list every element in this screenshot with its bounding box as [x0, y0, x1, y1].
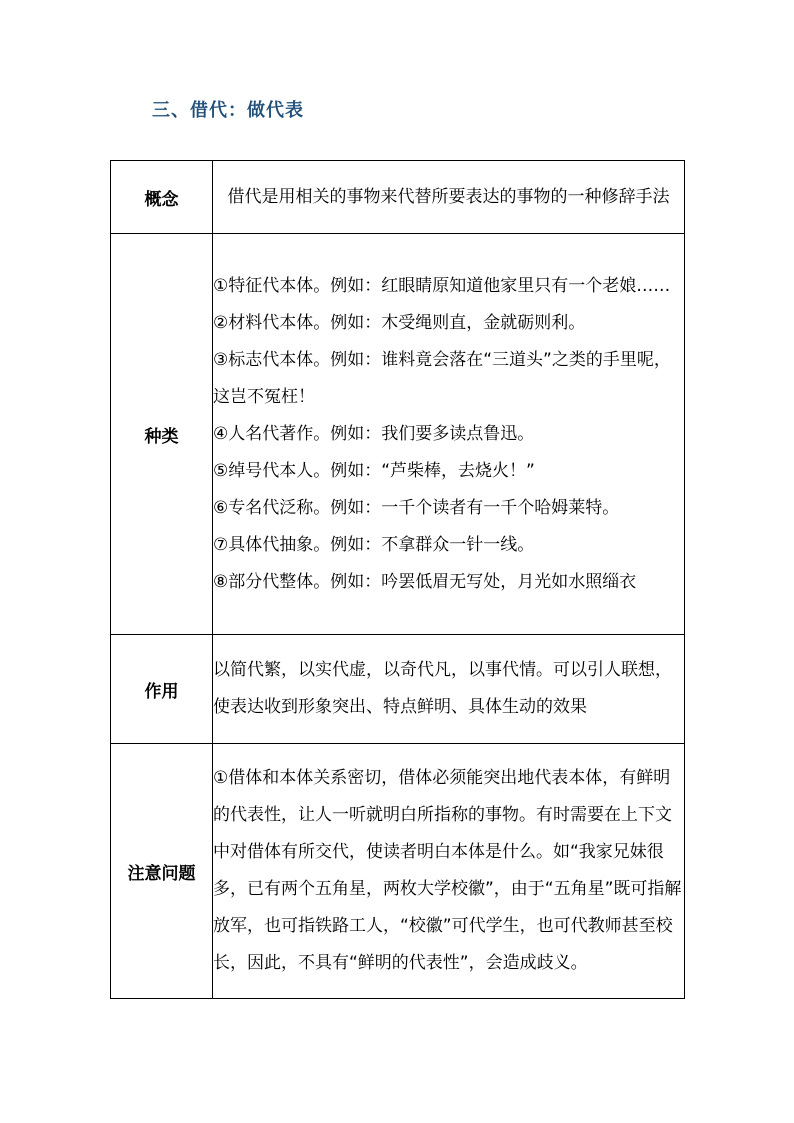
type-item: ④人名代著作。例如：我们要多读点鲁迅。 — [213, 423, 535, 444]
row-label-types: 种类 — [111, 234, 213, 635]
table-row-function — [111, 635, 685, 744]
type-item: ①特征代本体。例如：红眼睛原知道他家里只有一个老娘…… — [213, 275, 671, 296]
notes-text: ①借体和本体关系密切，借体必须能突出地代表本体，有鲜明的代表性，让人一听就明白所指称的事物。有时需要在上下文中对借体有所交代，使读者明白本体是什么。如“我家兄妹很多，已有两个五角星，两枚大学校徽”，由于“五角星”既可指解放军，也可指铁路工人，“校徽”可代学生，也可代教师甚至校长，因此，不具有“鲜明的代表性”，会造成歧义。 — [213, 744, 685, 999]
table-row-notes — [111, 744, 685, 999]
type-item: ⑤绰号代本人。例如：“芦柴棒，去烧火！” — [213, 460, 535, 481]
row-label-notes: 注意问题 — [111, 744, 213, 999]
type-item: ⑦具体代抽象。例如：不拿群众一针一线。 — [213, 534, 535, 555]
type-item: ⑧部分代整体。例如：吟罢低眉无写处，月光如水照缁衣 — [213, 571, 637, 592]
types-list — [213, 234, 685, 635]
rhetoric-table — [110, 160, 685, 999]
table-row-types — [111, 234, 685, 635]
type-item: ③标志代本体。例如：谁料竟会落在“三道头”之类的手里呢，这岂不冤枉！ — [213, 349, 671, 407]
row-label-function: 作用 — [111, 635, 213, 744]
concept-text: 借代是用相关的事物来代替所要表达的事物的一种修辞手法 — [213, 161, 685, 234]
row-label-concept: 概念 — [111, 161, 213, 234]
table-row-concept — [111, 161, 685, 234]
type-item: ⑥专名代泛称。例如：一千个读者有一千个哈姆莱特。 — [213, 497, 620, 518]
function-text: 以简代繁，以实代虚，以奇代凡，以事代情。可以引人联想，使表达收到形象突出、特点鲜明、具体生动的效果 — [213, 635, 685, 744]
section-heading: 三、借代：做代表 — [152, 100, 304, 121]
type-item: ②材料代本体。例如：木受绳则直，金就砺则利。 — [213, 312, 586, 333]
